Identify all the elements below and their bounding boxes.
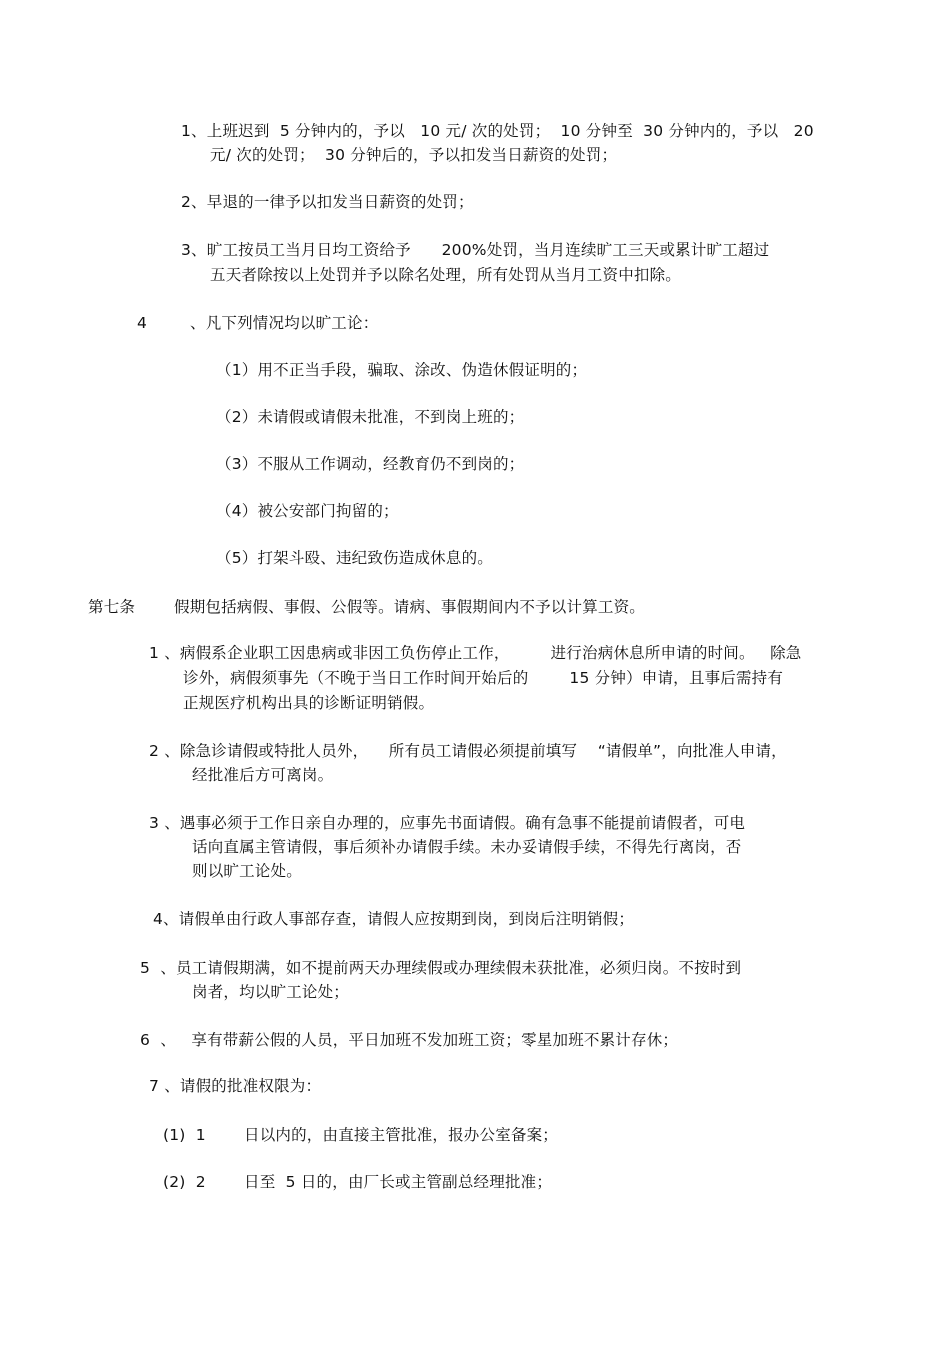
leave-3-line-3: 则以旷工论处。 xyxy=(192,862,302,880)
rule-3-line-2: 五天者除按以上处罚并予以除名处理，所有处罚从当月工资中扣除。 xyxy=(210,266,682,284)
leave-5-line-2: 岗者，均以旷工论处； xyxy=(192,983,350,1001)
absence-case-4: （4）被公安部门拘留的； xyxy=(216,502,399,520)
rule-2: 2、早退的一律予以扣发当日薪资的处罚； xyxy=(181,193,474,211)
absence-case-3: （3）不服从工作调动，经教育仍不到岗的； xyxy=(216,455,525,473)
leave-4: 4、请假单由行政人事部存查，请假人应按期到岗，到岗后注明销假； xyxy=(153,910,635,928)
leave-2-line-2: 经批准后方可离岗。 xyxy=(192,766,334,784)
rule-4-text: 、凡下列情况均以旷工论： xyxy=(190,314,379,332)
approval-2-text: 日至 5 日的，由厂长或主管副总经理批准； xyxy=(244,1173,553,1191)
absence-case-2: （2）未请假或请假未批准，不到岗上班的； xyxy=(216,408,525,426)
absence-case-1: （1）用不正当手段，骗取、涂改、伪造休假证明的； xyxy=(216,361,588,379)
leave-3-line-1: 3 、遇事必须于工作日亲自办理的，应事先书面请假。确有急事不能提前请假者，可电 xyxy=(149,814,746,832)
article-7-label: 第七条 xyxy=(88,598,136,616)
approval-1-number: (1) 1 xyxy=(163,1126,206,1144)
approval-1-text: 日以内的，由直接主管批准，报办公室备案； xyxy=(244,1126,559,1144)
approval-2-number: (2) 2 xyxy=(163,1173,206,1191)
leave-3-line-2: 话向直属主管请假，事后须补办请假手续。未办妥请假手续，不得先行离岗，否 xyxy=(192,838,742,856)
leave-6: 6 、 享有带薪公假的人员，平日加班不发加班工资；零星加班不累计存休； xyxy=(140,1031,679,1049)
rule-1-line-2: 元/ 次的处罚； 30 分钟后的，予以扣发当日薪资的处罚； xyxy=(210,146,618,164)
leave-1-line-3: 正规医疗机构出具的诊断证明销假。 xyxy=(183,694,435,712)
leave-7: 7 、请假的批准权限为： xyxy=(149,1077,322,1095)
leave-1-line-2: 诊外，病假须事先（不晚于当日工作时间开始后的 15 分钟）申请，且事后需持有 xyxy=(183,669,784,687)
rule-1-line-1: 1、上班迟到 5 分钟内的，予以 10 元/ 次的处罚； 10 分钟至 30 分钟内的，予以 20 xyxy=(181,122,814,140)
rule-4-number: 4 xyxy=(137,314,148,332)
leave-5-line-1: 5 、员工请假期满，如不提前两天办理续假或办理续假未获批准，必须归岗。不按时到 xyxy=(140,959,742,977)
absence-case-5: （5）打架斗殴、违纪致伤造成休息的。 xyxy=(216,549,493,567)
leave-1-line-1: 1 、病假系企业职工因患病或非因工负伤停止工作， 进行治病休息所申请的时间。 除急 xyxy=(149,644,802,662)
leave-2-line-1: 2 、除急诊请假或特批人员外， 所有员工请假必须提前填写 “请假单”，向批准人申请， xyxy=(149,742,787,760)
article-7-heading: 假期包括病假、事假、公假等。请病、事假期间内不予以计算工资。 xyxy=(174,598,646,616)
rule-3-line-1: 3、旷工按员工当月日均工资给予 200%处罚，当月连续旷工三天或累计旷工超过 xyxy=(181,241,770,259)
